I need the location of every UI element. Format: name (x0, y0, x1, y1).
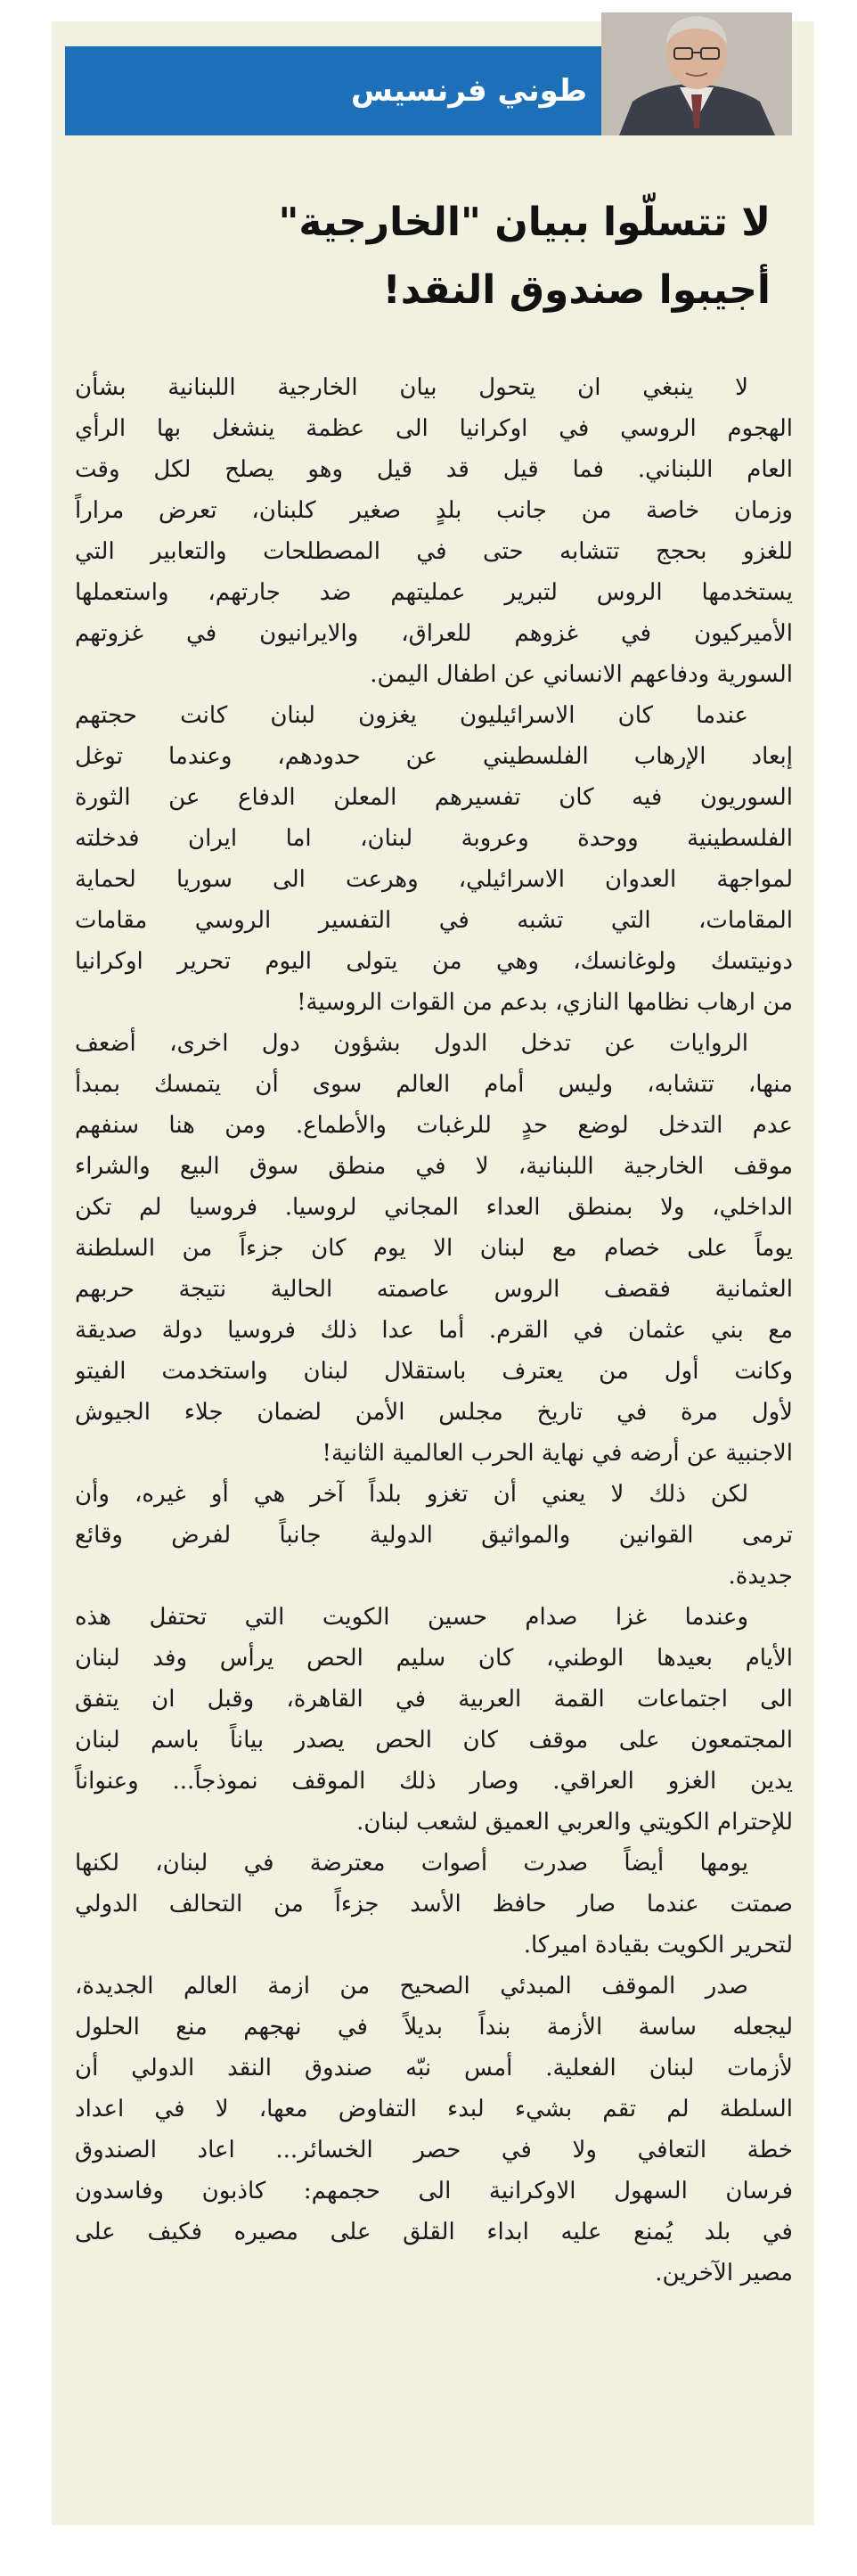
article-line: موقف الخارجية اللبنانية، لا في منطق سوق البيع والشراء (75, 1153, 793, 1180)
article-body (75, 367, 793, 2294)
article-line: الفلسطينية ووحدة وعروبة لبنان، اما ايران فدخلته (75, 825, 793, 852)
article-line: يوماً على خصام مع لبنان الا يوم كان جزءاً من السلطنة (75, 1235, 793, 1262)
article-line: منها، تتشابه، وليس أمام العالم سوى أن يتمسك بمبدأ (75, 1071, 793, 1098)
article-line: لأول مرة في تاريخ مجلس الأمن لضمان جلاء الجيوش (75, 1399, 793, 1426)
article-line: لأزمات لبنان الفعلية. أمس نبّه صندوق النقد الدولي أن (75, 2055, 793, 2081)
article-line: مع بني عثمان في القرم. أما عدا ذلك فروسيا دولة صديقة (75, 1317, 793, 1344)
article-line: صدر الموقف المبدئي الصحيح من ازمة العالم الجديدة، (75, 1973, 748, 1999)
article-line: للغزو بحجج تتشابه حتى في المصطلحات والتعابير التي (75, 538, 793, 565)
article-line: وكانت أول من يعترف باستقلال لبنان واستخدمت الفيتو (75, 1358, 793, 1385)
article-line: إبعاد الإرهاب الفلسطيني عن حدودهم، وعندما توغل (75, 743, 793, 770)
article-line: ليجعله ساسة الأزمة بنداً بديلاً في نهجهم منع الحلول (75, 2014, 793, 2040)
author-portrait-icon (601, 12, 792, 135)
article-line: الهجوم الروسي في اوكرانيا الى عظمة ينشغل بها الرأي (75, 415, 793, 442)
article-line: السلطة لم تقم بشيء لبدء التفاوض معها، لا في اعداد (75, 2096, 793, 2122)
article-line: عدم التدخل لوضع حدٍ للرغبات والأطماع. ومن هنا سنفهم (75, 1112, 793, 1139)
article-line: عندما كان الاسرائيليون يغزون لبنان كانت حجتهم (75, 702, 748, 729)
article-line: العام اللبناني. فما قيل قد قيل وهو يصلح لكل وقت (75, 456, 793, 483)
article-line: وزمان خاصة من جانب بلدٍ صغير كلبنان، تعرض مراراً (75, 497, 793, 524)
author-name: طوني فرنسيس (350, 73, 587, 109)
article-line: من ارهاب نظامها النازي، بدعم من القوات الروسية! (297, 989, 793, 1016)
article-line: جديدة. (728, 1563, 793, 1590)
article-line: المجتمعون على موقف كان الحص يصدر بياناً باسم لبنان (75, 1727, 793, 1754)
article-line: الداخلي، ولا بمنطق العداء المجاني لروسيا. فروسيا لم تكن (75, 1194, 793, 1221)
article-line: المقامات، التي تشبه في التفسير الروسي مقامات (75, 907, 793, 934)
headline-line-2: أجيبوا صندوق النقد! (382, 267, 771, 313)
author-photo (601, 12, 792, 135)
article-line: يستخدمها الروس لتبرير عمليتهم ضد جارتهم، واستعملها (75, 579, 793, 606)
article-line: الأيام بعيدها الوطني، كان سليم الحص يرأس وفد لبنان (75, 1645, 793, 1672)
article-line: العثمانية فقصف الروس عاصمته الحالية نتيجة حربهم (75, 1276, 793, 1303)
article-line: فرسان السهول الاوكرانية الى حجمهم: كاذبون وفاسدون (75, 2178, 793, 2204)
article-line: خطة التعافي ولا في حصر الخسائر... اعاد الصندوق (75, 2137, 793, 2163)
article-line: الروايات عن تدخل الدول بشؤون دول اخرى، أضعف (75, 1030, 748, 1057)
article-line: الأميركيون في غزوهم للعراق، والايرانيون في غزوتهم (75, 620, 793, 647)
article-line: السورية ودفاعهم الانساني عن اطفال اليمن. (370, 661, 793, 688)
article-line: ترمى القوانين والمواثيق الدولية جانباً لفرض وقائع (75, 1522, 793, 1549)
article-line: صمتت عندما صار حافظ الأسد جزءاً من التحالف الدولي (75, 1891, 793, 1918)
article-line: في بلد يُمنع عليه ابداء القلق على مصيره فكيف على (75, 2219, 793, 2245)
article-line: لكن ذلك لا يعني أن تغزو بلداً آخر هي أو غيره، وأن (75, 1481, 748, 1508)
article-line: دونيتسك ولوغانسك، وهي من يتولى اليوم تحرير اوكرانيا (75, 948, 793, 975)
article-line: الى اجتماعات القمة العربية في القاهرة، وقبل ان يتفق (75, 1686, 793, 1713)
article-line: لتحرير الكويت بقيادة اميركا. (523, 1932, 793, 1959)
headline-line-1: لا تتسلّوا ببيان "الخارجية" (278, 200, 771, 245)
article-line: للإحترام الكويتي والعربي العميق لشعب لبنان. (356, 1809, 793, 1836)
article-line: مصير الآخرين. (655, 2260, 793, 2286)
article-line: لا ينبغي ان يتحول بيان الخارجية اللبنانية بشأن (75, 374, 748, 401)
article-line: يدين الغزو العراقي. وصار ذلك الموقف نموذجاً... وعنواناً (75, 1768, 793, 1795)
article-line: يومها أيضاً صدرت أصوات معترضة في لبنان، لكنها (75, 1850, 748, 1877)
article-line: السوريون فيه كان تفسيرهم المعلن الدفاع عن الثورة (75, 784, 793, 811)
article-line: لمواجهة العدوان الاسرائيلي، وهرعت الى سوريا لحماية (75, 866, 793, 893)
article-line: وعندما غزا صدام حسين الكويت التي تحتفل هذه (75, 1604, 748, 1631)
article-line: الاجنبية عن أرضه في نهاية الحرب العالمية الثانية! (322, 1440, 793, 1467)
